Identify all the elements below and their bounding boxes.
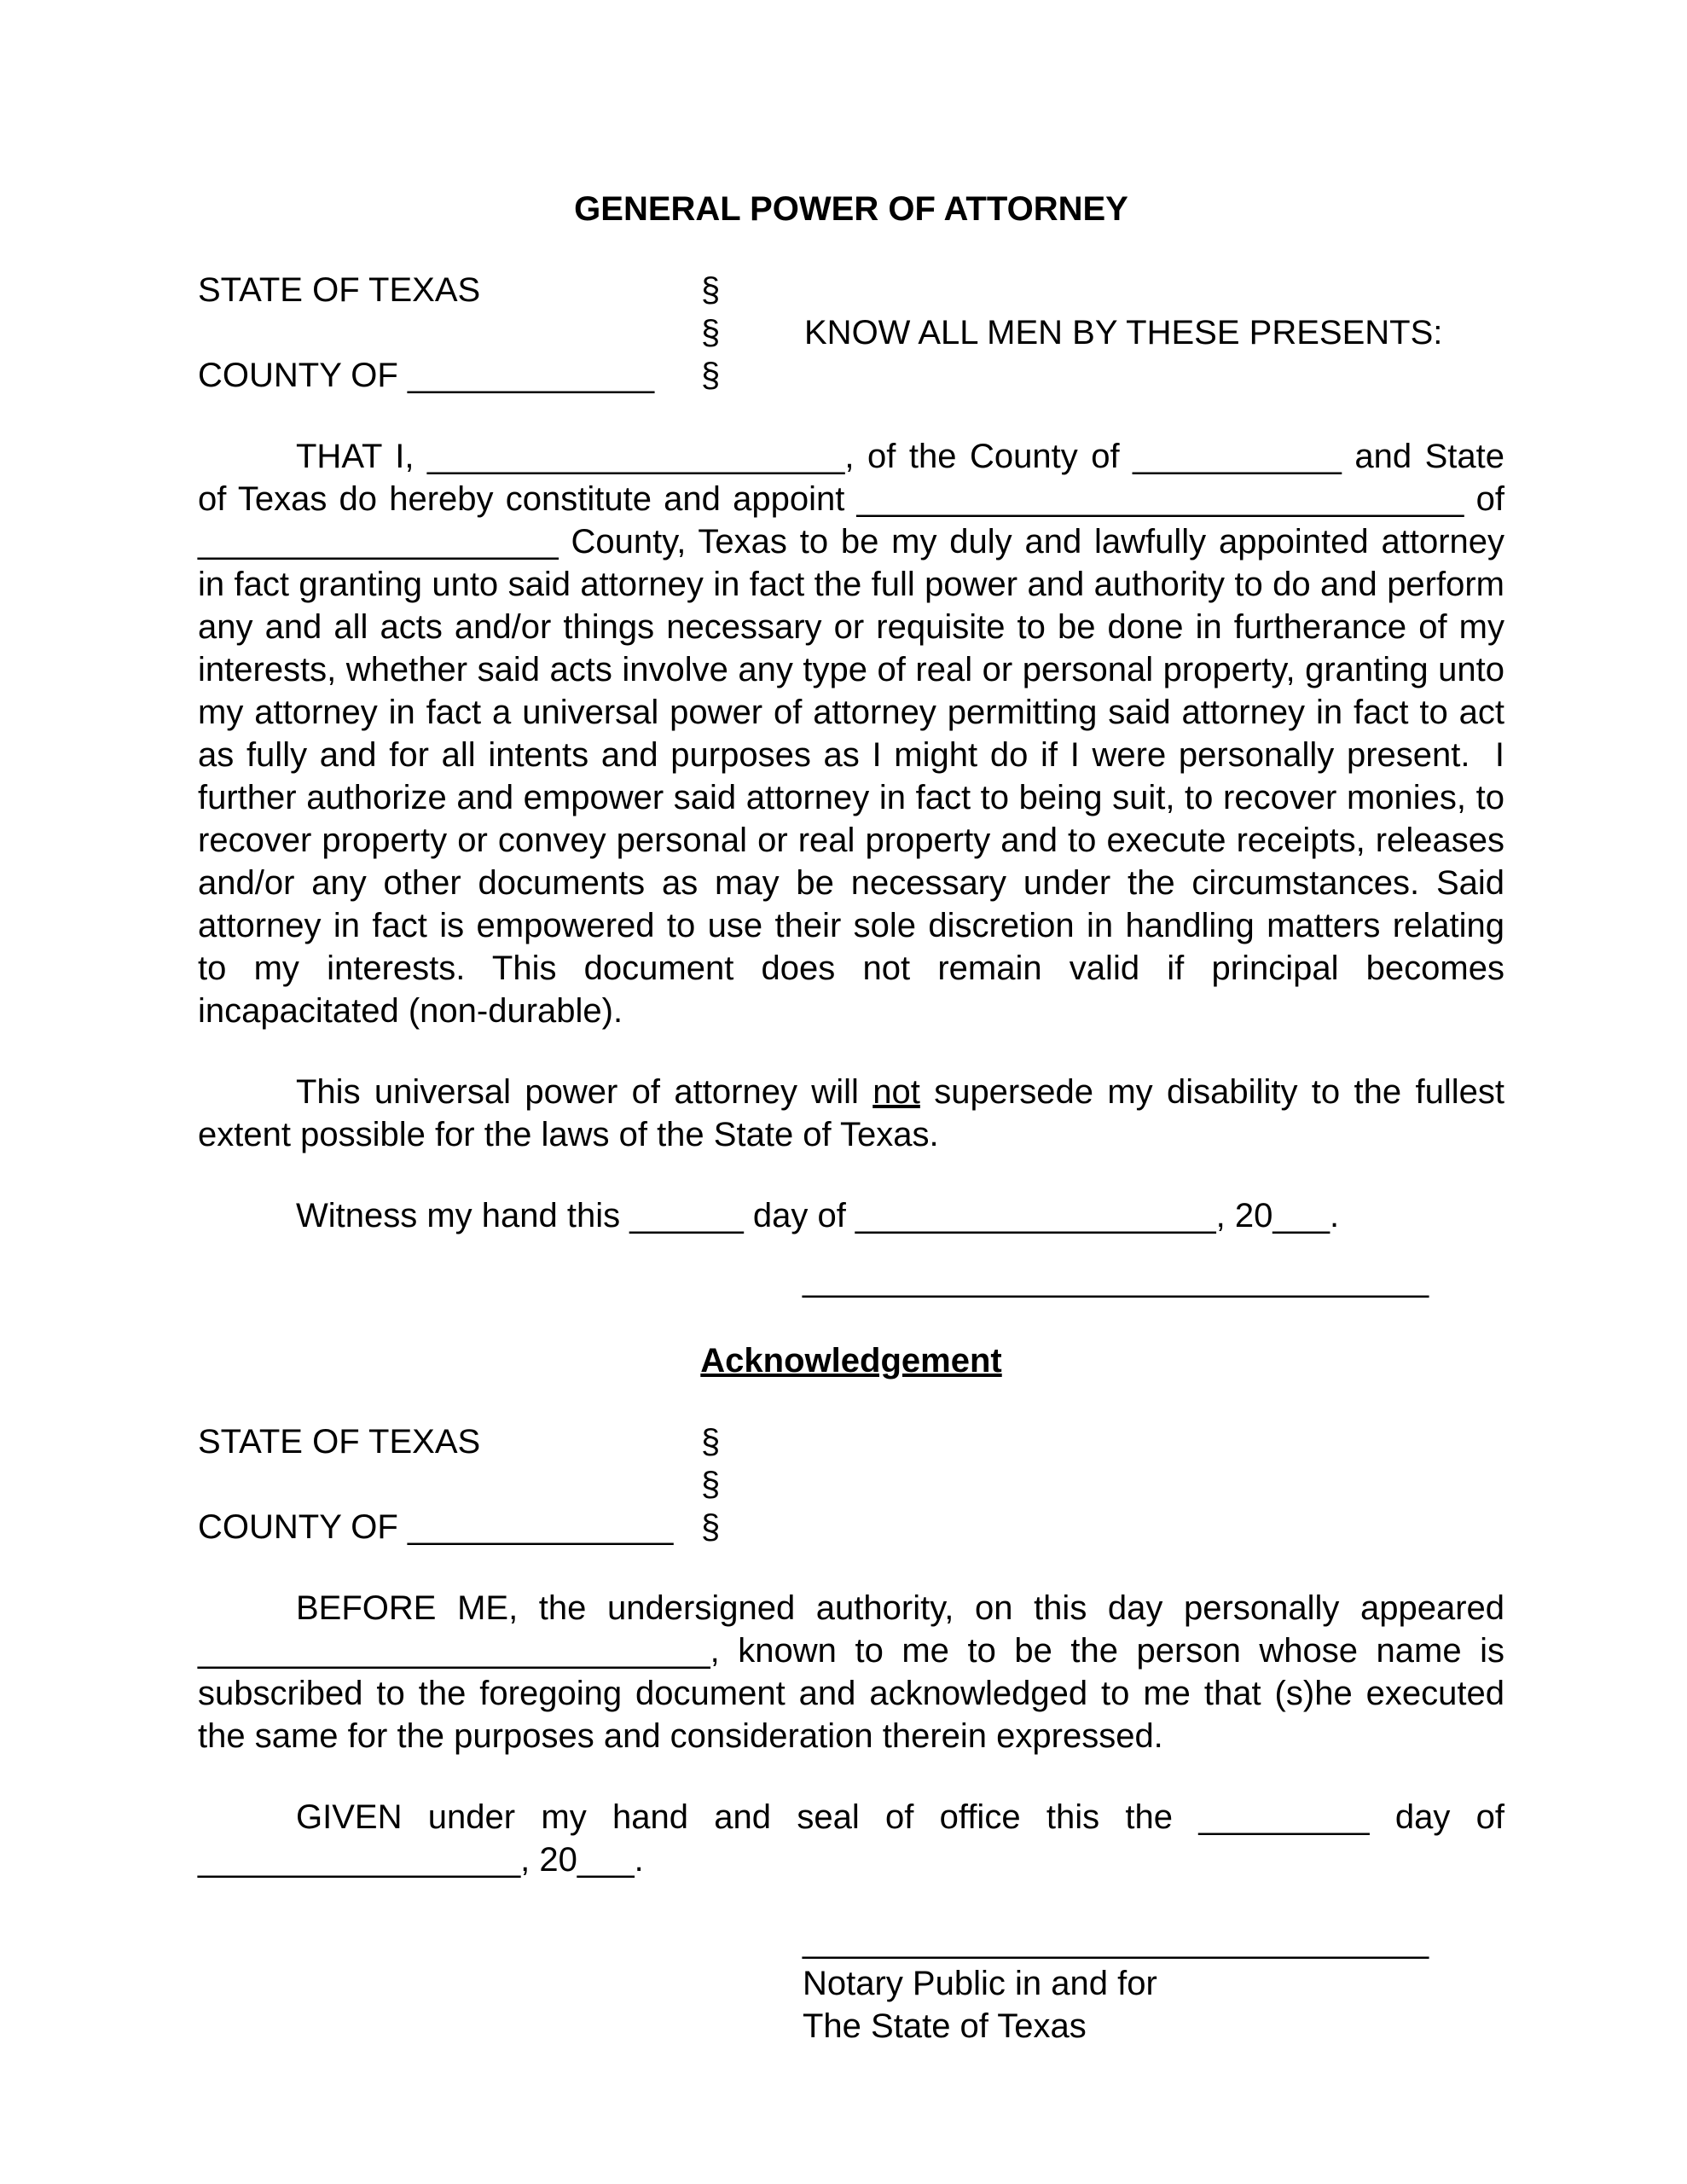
- venue-spacer: [804, 1420, 1504, 1463]
- before-me-paragraph: BEFORE ME, the undersigned authority, on this day personally appeared ___________________________, known to me to be the person whose name is subscribed to the foregoing document and acknowledged to me that (s)he executed the same for the purposes and consideration therein expressed.: [198, 1589, 1504, 1755]
- not-underlined-word: not: [872, 1073, 920, 1111]
- venue-block-top: [198, 269, 1504, 397]
- witness-line: Witness my hand this ______ day of ___________________, 20___.: [296, 1197, 1340, 1234]
- notary-title-line-2: The State of Texas: [803, 2007, 1087, 2045]
- county-of-blank: COUNTY OF _____________: [198, 357, 655, 394]
- section-symbol: §: [701, 314, 721, 351]
- section-symbol: §: [701, 1466, 721, 1503]
- disability-text-before: This universal power of attorney will: [296, 1073, 873, 1111]
- given-paragraph: GIVEN under my hand and seal of office this the _________ day of _________________, 20___.: [198, 1798, 1504, 1879]
- venue-spacer: [804, 269, 1504, 311]
- venue-row-state: [198, 1420, 1504, 1463]
- disability-text-after: supersede my disability to the fullest extent possible for the laws of the State of Texas.: [198, 1073, 1504, 1153]
- venue-row-state: [198, 269, 1504, 311]
- venue-row-county: [198, 354, 1504, 397]
- section-symbol: §: [701, 271, 721, 309]
- section-symbol: §: [701, 1423, 721, 1461]
- section-symbol: §: [701, 357, 721, 394]
- venue-spacer: [198, 1463, 701, 1506]
- county-of-blank: COUNTY OF ______________: [198, 1508, 674, 1546]
- venue-row-presents: [198, 311, 1504, 354]
- state-of-texas-label: STATE OF TEXAS: [198, 271, 481, 309]
- know-all-men-line: KNOW ALL MEN BY THESE PRESENTS:: [804, 314, 1443, 351]
- venue-block-acknowledgement: [198, 1420, 1504, 1548]
- state-of-texas-label: STATE OF TEXAS: [198, 1423, 481, 1461]
- notary-signature-block: [198, 1920, 1504, 2048]
- acknowledgement-heading-text: Acknowledgement: [700, 1342, 1002, 1380]
- venue-row-middle: [198, 1463, 1504, 1506]
- venue-row-county: [198, 1506, 1504, 1548]
- venue-spacer: [804, 1463, 1504, 1506]
- appointment-paragraph: THAT I, ______________________, of the County of ___________ and State of Texas do hereby constitute and appoint ________________________________ of ___________________ County, Texas to be my duly and lawfully appointed attorney in fact granting unto said attorney in fact the full power and authority to do and perform any and all acts and/or things necessary or requisite to be done in furtherance of my interests, whether said acts involve any type of real or personal property, granting unto my attorney in fact a universal power of attorney permitting said attorney in fact to act as fully and for all intents and purposes as I might do if I were personally present. I further authorize and empower said attorney in fact to being suit, to recover monies, to recover property or convey personal or real property and to execute receipts, releases and/or any other documents as may be necessary under the circumstances. Said attorney in fact is empowered to use their sole discretion in handling matters relating to my interests. This document does not remain valid if principal becomes incapacitated (non-durable).: [198, 438, 1504, 1030]
- document-title: GENERAL POWER OF ATTORNEY: [574, 190, 1128, 228]
- principal-signature-line: _________________________________: [803, 1261, 1429, 1298]
- acknowledgement-heading: [198, 1339, 1504, 1382]
- venue-spacer: [198, 311, 701, 354]
- notary-title-line-1: Notary Public in and for: [803, 1965, 1157, 2002]
- section-symbol: §: [701, 1508, 721, 1546]
- notary-signature-line: _________________________________: [803, 1922, 1429, 1960]
- venue-spacer: [804, 1506, 1504, 1548]
- venue-spacer: [804, 354, 1504, 397]
- disability-paragraph: [198, 1071, 1504, 1156]
